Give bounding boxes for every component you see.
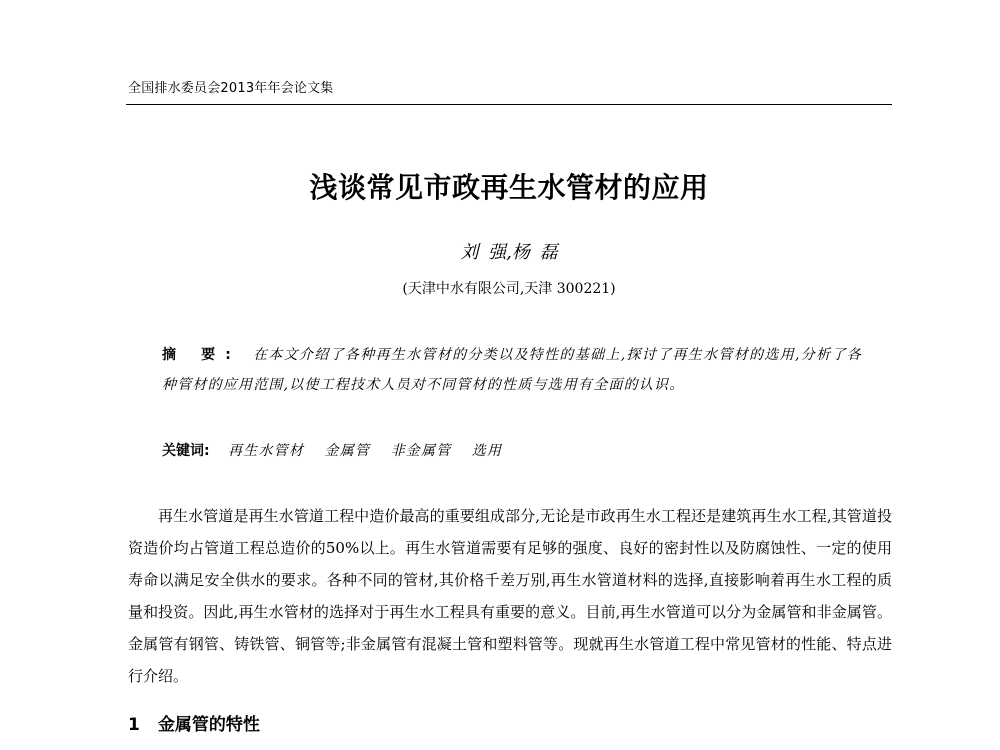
- keyword-item: 再生水管材: [228, 443, 305, 459]
- running-header: 全国排水委员会2013年年会论文集: [128, 81, 334, 96]
- body-paragraph: 再生水管道是再生水管道工程中造价最高的重要组成部分,无论是市政再生水工程还是建筑再生水工程,其管道投资造价均占管道工程总造价的50%以上。再生水管道需要有足够的强度、良好的密封性以及防腐蚀性、一定的使用寿命以满足安全供水的要求。各种不同的管材,其价格千差万别,再生水管道材料的选择,直接影响着再生水工程的质量和投资。因此,再生水管材的选择对于再生水工程具有重要的意义。目前,再生水管道可以分为金属管和非金属管。金属管有钢管、铸铁管、铜管等;非金属管有混凝土管和塑料管等。现就再生水管道工程中常见管材的性能、特点进行介绍。: [128, 507, 892, 685]
- paper-authors: 刘 强,杨 磊: [460, 242, 558, 263]
- paper-title: 浅谈常见市政再生水管材的应用: [309, 171, 709, 204]
- section-title: 金属管的特性: [157, 715, 260, 735]
- section-heading: [128, 712, 260, 738]
- abstract-label: 摘 要:: [162, 347, 241, 363]
- abstract-text: 在本文介绍了各种再生水管材的分类以及特性的基础上,探讨了再生水管材的选用,分析了各种管材的应用范围,以使工程技术人员对不同管材的性质与选用有全面的认识。: [162, 347, 862, 393]
- header-rule: [126, 104, 892, 105]
- section-number: 1: [128, 715, 140, 735]
- keywords-label: 关键词:: [162, 443, 210, 459]
- keyword-item: 金属管: [324, 443, 371, 459]
- abstract: [162, 340, 862, 400]
- keywords: [162, 436, 862, 466]
- keyword-item: 非金属管: [390, 443, 452, 459]
- keyword-item: 选用: [471, 443, 503, 459]
- paper-affiliation: (天津中水有限公司,天津 300221): [402, 281, 616, 297]
